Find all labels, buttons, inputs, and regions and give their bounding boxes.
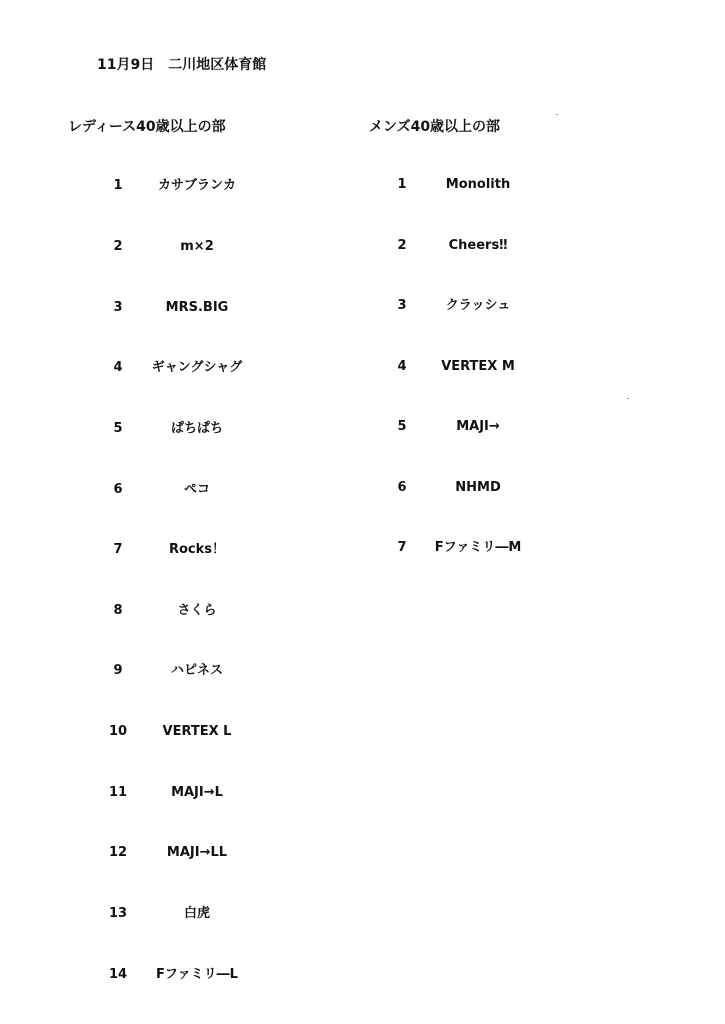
entry-number: 6 [113,482,123,497]
team-name: Fファミリ―L [156,967,238,982]
entry-number: 5 [113,421,123,436]
team-name: さくら [177,603,217,618]
team-name: MAJI→ [456,419,500,434]
entry-number: 9 [113,663,123,678]
entry-number: 3 [397,298,407,313]
entry-number: 7 [113,542,123,557]
entry-number: 1 [397,177,407,192]
team-name: NHMD [455,480,501,495]
team-name: ハピネス [170,663,223,678]
mens-division-heading: メンズ40歳以上の部 [369,119,501,135]
entry-number: 11 [108,785,128,800]
team-name: ギャングシャグ [151,360,243,375]
entry-number: 4 [397,359,407,374]
team-name: カサブランカ [157,178,236,193]
team-name: m×2 [180,239,214,254]
entry-number: 5 [397,419,407,434]
entry-number: 1 [113,178,123,193]
entry-number: 12 [108,845,128,860]
team-name: MAJI→L [171,785,223,800]
ladies-division-heading: レディース40歳以上の部 [68,119,226,135]
document-header: 11月9日 二川地区体育館 [97,57,267,73]
scan-speck [556,114,558,115]
entry-number: 8 [113,603,123,618]
team-name: Monolith [445,177,511,192]
entry-number: 4 [113,360,123,375]
team-name: ぱちぱち [170,421,223,436]
team-name: 白虎 [183,906,210,921]
scan-speck [627,398,629,399]
entry-number: 7 [397,540,407,555]
entry-number: 2 [113,239,123,254]
team-name: クラッシュ [445,298,511,313]
team-name: MAJI→LL [166,845,228,860]
entry-number: 6 [397,480,407,495]
entry-number: 13 [108,906,128,921]
entry-number: 3 [113,300,123,315]
team-name: VERTEX L [162,724,232,739]
team-name: Fファミリ―M [434,540,522,555]
team-name: ペコ [183,482,210,497]
entry-number: 10 [108,724,128,739]
team-name: VERTEX M [441,359,515,374]
team-name: MRS.BIG [165,300,229,315]
entry-number: 2 [397,238,407,253]
team-name: Rocks！ [168,542,226,557]
team-name: Cheers‼ [448,238,508,253]
entry-number: 14 [108,967,128,982]
